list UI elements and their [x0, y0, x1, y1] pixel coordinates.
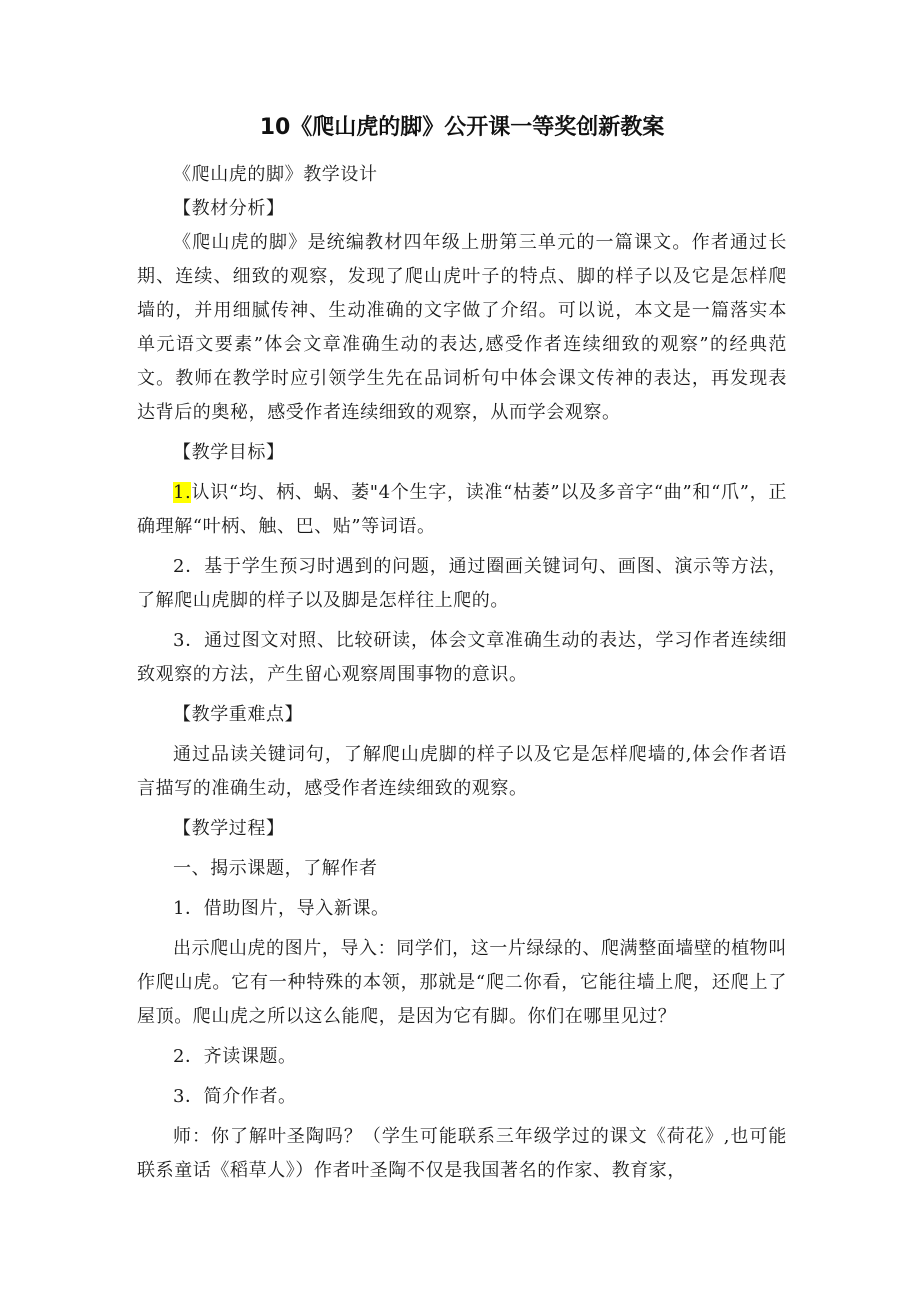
goal-item-2: 2．基于学生预习时遇到的问题，通过圈画关键词句、画图、演示等方法，了解爬山虎脚的样子以及脚是怎样往上爬的。	[137, 556, 787, 611]
step1-item-3: 3．简介作者。	[173, 1086, 297, 1107]
highlight-marker: 1.	[173, 482, 192, 503]
analysis-paragraph: 《爬山虎的脚》是统编教材四年级上册第三单元的一篇课文。作者通过长期、连续、细致的观察，发现了爬山虎叶子的特点、脚的样子以及它是怎样爬墙的，并用细腻传神、生动准确的文字做了介绍。可以说，本文是一篇落实本单元语文要素”体会文章准确生动的表达,感受作者连续细致的观察”的经典范文。教师在教学时应引领学生先在品词析句中体会课文传神的表达，再发现表达背后的奥秘，感受作者连续细致的观察，从而学会观察。	[137, 232, 787, 423]
goal-item-3: 3．通过图文对照、比较研读，体会文章准确生动的表达，学习作者连续细致观察的方法，产生留心观察周围事物的意识。	[137, 630, 787, 685]
section-heading-goals: 【教学目标】	[173, 442, 285, 463]
document-title: 10《爬山虎的脚》公开课一等奖创新教案	[259, 115, 665, 140]
document-page	[137, 108, 787, 1188]
teacher-paragraph: 师：你了解叶圣陶吗？（学生可能联系三年级学过的课文《荷花》,也可能联系童话《稻草人》）作者叶圣陶不仅是我国著名的作家、教育家，	[137, 1126, 787, 1181]
section-heading-process: 【教学过程】	[173, 818, 285, 839]
step1-heading: 一、揭示课题，了解作者	[173, 858, 378, 879]
section-heading-keypoints: 【教学重难点】	[173, 704, 304, 725]
keypoints-paragraph: 通过品读关键词句，了解爬山虎脚的样子以及它是怎样爬墙的,体会作者语言描写的准确生动，感受作者连续细致的观察。	[137, 744, 787, 799]
goal-item-1	[137, 476, 787, 544]
subtitle: 《爬山虎的脚》教学设计	[173, 164, 378, 185]
step1-item-2: 2．齐读课题。	[173, 1046, 297, 1067]
step1-item-1: 1．借助图片，导入新课。	[173, 898, 390, 919]
goal-item-1-text: 认识“均、柄、蜗、萎"4个生字，读准“枯萎”以及多音字“曲”和“爪”，正确理解“叶柄、触、巴、贴”等词语。	[137, 482, 787, 537]
step1-intro-paragraph: 出示爬山虎的图片，导入：同学们，这一片绿绿的、爬满整面墙壁的植物叫作爬山虎。它有一种特殊的本领，那就是“爬二你看，它能往墙上爬，还爬上了屋顶。爬山虎之所以这么能爬，是因为它有脚。你们在哪里见过？	[137, 938, 787, 1027]
section-heading-analysis: 【教材分析】	[173, 198, 285, 219]
